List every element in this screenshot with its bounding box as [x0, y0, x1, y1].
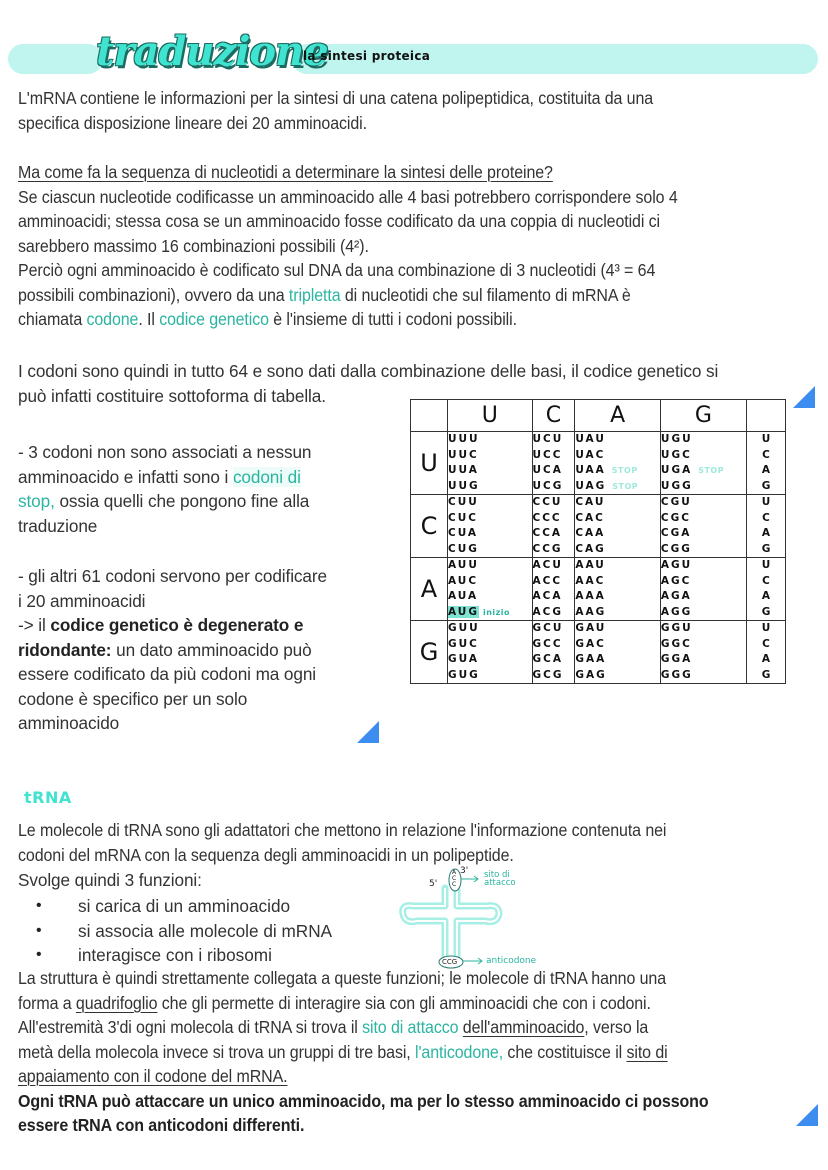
text-line [18, 465, 311, 490]
degenerate-code-note [18, 564, 327, 736]
corner-marker [796, 1104, 818, 1126]
text-line [18, 283, 678, 308]
text-line [18, 489, 311, 514]
codon: GUU [448, 622, 480, 634]
codon: UUA [448, 464, 479, 476]
third-base: G [761, 668, 771, 681]
codon-cell [575, 495, 661, 558]
term-sito-di-attacco: sito di attacco [362, 1017, 459, 1037]
codon: GAC [575, 637, 606, 650]
corner-marker [357, 721, 379, 743]
term-codone: codone [86, 309, 139, 329]
third-base: C [762, 511, 770, 524]
text-line [18, 991, 709, 1016]
term-amminoacido: dell'amminoacido [462, 1017, 585, 1037]
text-span: di nucleotidi che sul filamento di mRNA è [340, 284, 631, 305]
text-span: è l'insieme di tutti i codoni possibili. [268, 309, 517, 329]
question-heading: Ma come fa la sequenza di nucleotidi a determinare la sintesi delle proteine? [18, 162, 553, 182]
first-base: C [411, 495, 448, 558]
codon: GGU [660, 622, 693, 634]
third-base: A [761, 464, 771, 476]
stop-codon-line [575, 463, 660, 479]
codon: ACU [532, 559, 563, 571]
header-pill-left [8, 44, 103, 74]
codon-cell [532, 621, 575, 684]
text-span: -> il [18, 615, 51, 635]
text-span: metà della molecola invece si trova un gruppi di tre basi, [18, 1041, 416, 1062]
table-row [411, 621, 786, 684]
codon: UCA [532, 464, 563, 476]
codon: UUU [448, 433, 480, 445]
codon: CUU [448, 496, 479, 508]
codon: CAU [575, 496, 606, 508]
first-base: A [411, 558, 448, 621]
text-span: All'estremità 3'di ogni molecola di tRNA si trova il [18, 1017, 363, 1037]
start-label: inizio [482, 607, 511, 617]
codon: GCC [532, 637, 563, 650]
term-sito-di-appaiamento-cont: appaiamento con il codone del mRNA. [18, 1066, 288, 1086]
term-codice-genetico: codice genetico [159, 309, 269, 329]
term-tripletta: tripletta [288, 284, 341, 305]
attachment-site-label [484, 871, 516, 887]
second-base-header: C [532, 400, 575, 432]
codon: UGC [660, 448, 692, 461]
codon: CCU [532, 496, 563, 508]
second-base-header: U [448, 400, 533, 432]
third-base: C [762, 637, 770, 650]
text-line [18, 1015, 709, 1040]
codon: UGA [660, 464, 693, 476]
text-span: forma a [18, 992, 76, 1013]
third-base-header [747, 400, 786, 432]
bold-term: ridondante: [18, 639, 112, 660]
intro-paragraph [18, 86, 653, 135]
codon: GGC [660, 637, 692, 650]
functions-lead: Svolge quindi 3 funzioni: [18, 870, 202, 890]
first-base: U [411, 432, 448, 495]
second-base-header: G [660, 400, 746, 432]
codon: GGA [660, 653, 693, 665]
codon: GAG [575, 668, 607, 681]
text-line [18, 1040, 709, 1065]
third-base: U [761, 622, 771, 634]
trna-diagram [395, 866, 595, 971]
codon: GAU [575, 622, 607, 634]
text-line [18, 1064, 709, 1089]
text-span: che costituisce il [503, 1041, 627, 1062]
codon-cell [448, 495, 533, 558]
bold-line: Ogni tRNA può attaccare un unico amminoacido, ma per lo stesso amminoacido ci possono [18, 1090, 709, 1111]
term-anticodone: l'anticodone, [415, 1041, 504, 1062]
codon: ACG [532, 605, 563, 618]
codon: AAU [575, 559, 606, 571]
codon: AAA [575, 590, 606, 602]
text-line: - 3 codoni non sono associati a nessun [18, 442, 312, 462]
acc-bases: A C C [452, 869, 457, 888]
codon-cell [575, 432, 661, 495]
table-row [411, 558, 786, 621]
text-line: Le molecole di tRNA sono gli adattatori che mettono in relazione l'informazione contenuta nei [18, 820, 667, 840]
start-codon: AUG [448, 605, 479, 618]
first-base: G [411, 621, 448, 684]
codon: CAC [575, 511, 605, 524]
codon: AUC [448, 574, 479, 587]
codon: GGG [660, 668, 693, 681]
stop-label: STOP [612, 481, 639, 491]
text-line: I codoni sono quindi in tutto 64 e sono dati dalla combinazione delle basi, il codice genetico si [18, 361, 719, 381]
third-base: U [761, 433, 771, 445]
codon: CAG [575, 542, 606, 555]
codon: AGA [660, 590, 692, 602]
functions-list [18, 894, 332, 968]
term-stop: stop, [18, 491, 55, 511]
codon: ACC [532, 574, 563, 587]
text-span: amminoacido e infatti sono i [18, 466, 233, 487]
codon-cell [448, 621, 533, 684]
text-line: traduzione [18, 515, 98, 536]
codon: UCU [532, 433, 564, 445]
stop-label: STOP [611, 466, 638, 475]
codon: CGC [660, 511, 691, 524]
codon: CUC [448, 511, 478, 524]
trna-intro [18, 818, 666, 867]
codon: AGU [660, 559, 693, 571]
codon: UAU [575, 433, 606, 445]
third-base: A [761, 590, 771, 602]
term-sito-di-appaiamento: sito di [626, 1041, 668, 1062]
codon: UUC [448, 448, 479, 461]
codon-cell [575, 621, 661, 684]
codon: CAA [575, 527, 606, 539]
start-codon-line [448, 605, 532, 621]
codon-cell [448, 558, 533, 621]
stop-label: STOP [698, 466, 725, 475]
third-base: A [761, 653, 771, 665]
label-part: attacco [484, 878, 516, 888]
third-base-cell [747, 495, 786, 558]
intro-line: L'mRNA contiene le informazioni per la sintesi di una catena polipeptidica, costituita da una [18, 88, 654, 108]
third-base: G [761, 542, 771, 555]
codon-cell [532, 558, 575, 621]
text-line: può infatti costituire sottoforma di tabella. [18, 385, 326, 406]
text-line: amminoacido [18, 713, 120, 733]
codon: UAG [575, 479, 607, 492]
page-subtitle: la sintesi proteica [303, 49, 431, 63]
list-item: • interagisce con i ribosomi [18, 943, 332, 968]
text-line: - gli altri 61 codoni servono per codificare [18, 566, 327, 586]
third-base: G [761, 605, 771, 618]
codon: UAA [575, 464, 606, 476]
text-line: codoni del mRNA con la sequenza degli amminoacidi in un polipeptide. [18, 844, 514, 865]
list-item: • si carica di un amminoacido [18, 894, 332, 919]
stop-codon-line [661, 463, 746, 479]
question-block [18, 160, 678, 332]
third-base: C [762, 448, 770, 461]
codon: UGU [660, 433, 693, 445]
anticodon-label: anticodone [486, 956, 537, 966]
text-span: . Il [138, 309, 160, 329]
text-line: amminoacidi; stessa cosa se un amminoacido fosse codificato da una coppia di nucleotidi ci [18, 211, 661, 231]
codon-cell [532, 495, 575, 558]
codon: AGC [660, 574, 692, 587]
second-base-header: A [575, 400, 661, 432]
codon-cell [660, 495, 746, 558]
text-line: sarebbero massimo 16 combinazioni possibili (4²). [18, 235, 369, 256]
table-row [411, 495, 786, 558]
text-span: chiamata [18, 309, 87, 329]
text-span: che gli permette di interagire sia con gli amminoacidi che con i codoni. [157, 992, 651, 1013]
term-quadrifoglio: quadrifoglio [75, 992, 158, 1013]
text-line [18, 613, 327, 638]
codon: AUA [448, 590, 479, 602]
text-line: essere codificato da più codoni ma ogni [18, 664, 317, 684]
third-base-cell [747, 558, 786, 621]
codon: CUG [448, 542, 479, 555]
codon-cell [660, 558, 746, 621]
third-base-cell [747, 621, 786, 684]
third-base-cell [747, 432, 786, 495]
codon-cell [660, 432, 746, 495]
stop-codon-line [575, 479, 660, 495]
codon: AUU [448, 559, 479, 571]
text-line: codone è specifico per un solo [18, 688, 248, 709]
section-title-trna: tRNA [24, 788, 72, 807]
codon-cell [660, 621, 746, 684]
intro-line: specifica disposizione lineare dei 20 amminoacidi. [18, 112, 367, 133]
codon: ACA [532, 590, 563, 602]
codon: UCC [532, 448, 563, 461]
five-prime-label: 5' [429, 879, 438, 889]
third-base: A [761, 527, 771, 539]
corner-marker [793, 386, 815, 408]
codon: GUA [448, 653, 479, 665]
third-base: C [762, 574, 770, 587]
text-span: , verso la [584, 1017, 649, 1037]
bold-term: codice genetico è degenerato e [50, 615, 304, 635]
codon: AAG [575, 605, 607, 618]
table-corner [411, 400, 448, 432]
term-codoni-di-stop: codoni di [232, 466, 301, 487]
codon: CCA [532, 527, 563, 539]
table-row [411, 432, 786, 495]
codon: GAA [575, 653, 607, 665]
codon: GCU [532, 622, 564, 634]
text-span: possibili combinazioni), ovvero da una [18, 284, 289, 305]
text-span: ossia quelli che pongono fine alla [54, 491, 310, 511]
text-line: La struttura è quindi strettamente collegata a queste funzioni; le molecole di tRNA hanno una [18, 968, 667, 988]
codon: UGG [660, 479, 693, 492]
third-base: G [761, 479, 771, 492]
stop-codons-note [18, 440, 311, 538]
three-prime-label: 3' [460, 866, 469, 876]
codon-cell [532, 432, 575, 495]
genetic-code-table [410, 399, 786, 684]
bold-line: essere tRNA con anticodoni differenti. [18, 1115, 305, 1135]
codon: GCA [532, 653, 563, 665]
codon: AGG [660, 605, 693, 618]
anticodon-bases: CCG [442, 958, 458, 966]
text-line: i 20 amminoacidi [18, 590, 146, 611]
codon: GCG [532, 668, 564, 681]
third-base: U [761, 559, 771, 571]
codon: GUG [448, 668, 480, 681]
codon: UUG [448, 479, 480, 492]
codon: AAC [575, 574, 606, 587]
codon: GUC [448, 637, 479, 650]
text-line [18, 307, 678, 332]
codon: CUA [448, 527, 479, 539]
codon: CCG [532, 542, 563, 555]
codon-cell [575, 558, 661, 621]
codon: CGA [660, 527, 692, 539]
trna-structure-paragraph [18, 966, 709, 1138]
table-header-row [411, 400, 786, 432]
codon: CCC [532, 511, 562, 524]
codon: CGG [660, 542, 692, 555]
text-span: un dato amminoacido può [111, 639, 312, 660]
codon: CGU [660, 496, 692, 508]
third-base: U [761, 496, 771, 508]
codon: UAC [575, 448, 606, 461]
label-part: sito di [484, 870, 510, 880]
page-title: traduzione [96, 28, 328, 75]
list-item: • si associa alle molecole di mRNA [18, 919, 332, 944]
text-line: Se ciascun nucleotide codificasse un amminoacido alle 4 basi potrebbero corrispondere solo 4 [18, 186, 678, 207]
text-line: Perciò ogni amminoacido è codificato sul DNA da una combinazione di 3 nucleotidi (4³ = 64 [18, 260, 656, 280]
codon: UCG [532, 479, 564, 492]
text-line [18, 638, 327, 663]
codon-cell [448, 432, 533, 495]
